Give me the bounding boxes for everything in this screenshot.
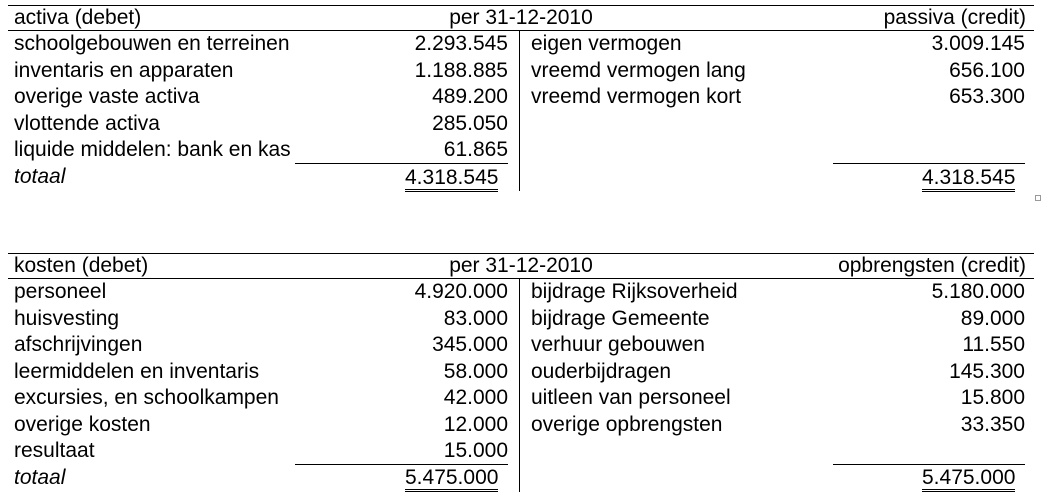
- income-total-label: totaal: [14, 466, 66, 489]
- balance-row: [0, 111, 508, 138]
- balance-left-value: 2.293.545: [414, 32, 508, 55]
- income-row: [0, 438, 508, 465]
- income-total-left: 5.475.000: [405, 467, 498, 492]
- income-left-subtotal-line: [295, 464, 508, 465]
- income-row: [0, 332, 508, 359]
- income-left-label: excursies, en schoolkampen: [14, 386, 279, 409]
- income-right-label: verhuur gebouwen: [531, 333, 705, 356]
- income-right-value: 15.800: [960, 386, 1025, 409]
- income-right-value: 11.550: [962, 333, 1025, 356]
- income-left-label: personeel: [14, 280, 107, 303]
- income-header-right: opbrengsten (credit): [838, 254, 1026, 277]
- income-left-value: 42.000: [443, 386, 508, 409]
- income-left-label: huisvesting: [14, 306, 120, 330]
- income-left-label: afschrijvingen: [14, 333, 143, 356]
- balance-right-value: 656.100: [949, 58, 1025, 82]
- income-row: [531, 359, 1025, 386]
- income-right-value: 5.180.000: [931, 280, 1025, 303]
- resize-handle-marker: [1035, 195, 1041, 201]
- income-left-value: 58.000: [443, 359, 508, 383]
- income-right-label: bijdrage Gemeente: [531, 306, 710, 330]
- balance-left-subtotal-line: [295, 163, 508, 164]
- income-left-label: leermiddelen en inventaris: [14, 359, 260, 383]
- income-left-value: 15.000: [443, 439, 508, 462]
- income-header-center: per 31-12-2010: [449, 254, 593, 277]
- balance-header-center: per 31-12-2010: [449, 6, 593, 29]
- balance-right-value: 3.009.145: [931, 32, 1025, 55]
- balance-row: [0, 84, 508, 111]
- income-left-value: 4.920.000: [414, 280, 508, 303]
- balance-total-right: 4.318.545: [922, 167, 1015, 192]
- balance-row: [531, 58, 1025, 85]
- income-left-value: 12.000: [443, 412, 508, 436]
- balance-left-label: liquide middelen: bank en kas: [14, 138, 291, 161]
- balance-right-label: eigen vermogen: [531, 32, 682, 55]
- balance-left-label: schoolgebouwen en terreinen: [14, 32, 290, 55]
- income-right-label: bijdrage Rijksoverheid: [531, 280, 738, 303]
- income-total-right: 5.475.000: [922, 467, 1015, 492]
- balance-header-left: activa (debet): [14, 6, 142, 29]
- balance-left-value: 285.050: [432, 111, 508, 135]
- balance-row: [531, 31, 1025, 58]
- balance-total-left: 4.318.545: [405, 167, 498, 192]
- balance-left-value: 61.865: [443, 138, 508, 161]
- income-left-label: resultaat: [14, 439, 95, 462]
- balance-total-label: totaal: [14, 165, 66, 188]
- balance-row: [531, 84, 1025, 111]
- balance-right-label: vreemd vermogen lang: [531, 58, 746, 82]
- balance-left-label: vlottende activa: [14, 111, 160, 135]
- balance-right-label: vreemd vermogen kort: [531, 85, 742, 108]
- income-row: [531, 279, 1025, 306]
- income-right-label: uitleen van personeel: [531, 386, 731, 409]
- income-row: [0, 359, 508, 386]
- income-right-value: 89.000: [960, 306, 1025, 330]
- balance-row: [0, 58, 508, 85]
- income-left-label: overige kosten: [14, 412, 151, 436]
- income-right-value: 33.350: [960, 412, 1025, 436]
- balance-left-label: overige vaste activa: [14, 85, 200, 108]
- income-row: [0, 306, 508, 333]
- income-row: [531, 385, 1025, 412]
- income-left-value: 83.000: [443, 306, 508, 330]
- balance-left-value: 489.200: [432, 85, 508, 108]
- balance-right-value: 653.300: [949, 85, 1025, 108]
- balance-divider: [519, 31, 520, 191]
- balance-header-right: passiva (credit): [883, 6, 1026, 29]
- income-row: [0, 279, 508, 306]
- income-right-label: overige opbrengsten: [531, 412, 723, 436]
- income-row: [531, 412, 1025, 439]
- income-header: [8, 253, 1034, 279]
- balance-left-value: 1.188.885: [414, 58, 508, 82]
- balance-row: [0, 137, 508, 164]
- balance-header: [8, 5, 1034, 31]
- income-left-value: 345.000: [432, 333, 508, 356]
- income-divider: [519, 279, 520, 492]
- balance-right-subtotal-line: [833, 163, 1025, 164]
- income-row: [531, 306, 1025, 333]
- income-row: [0, 385, 508, 412]
- income-row: [0, 412, 508, 439]
- balance-row: [0, 31, 508, 58]
- income-row: [531, 332, 1025, 359]
- income-right-subtotal-line: [833, 464, 1025, 465]
- balance-left-label: inventaris en apparaten: [14, 58, 234, 82]
- income-header-left: kosten (debet): [14, 254, 149, 277]
- income-right-value: 145.300: [949, 359, 1025, 383]
- income-right-label: ouderbijdragen: [531, 359, 672, 383]
